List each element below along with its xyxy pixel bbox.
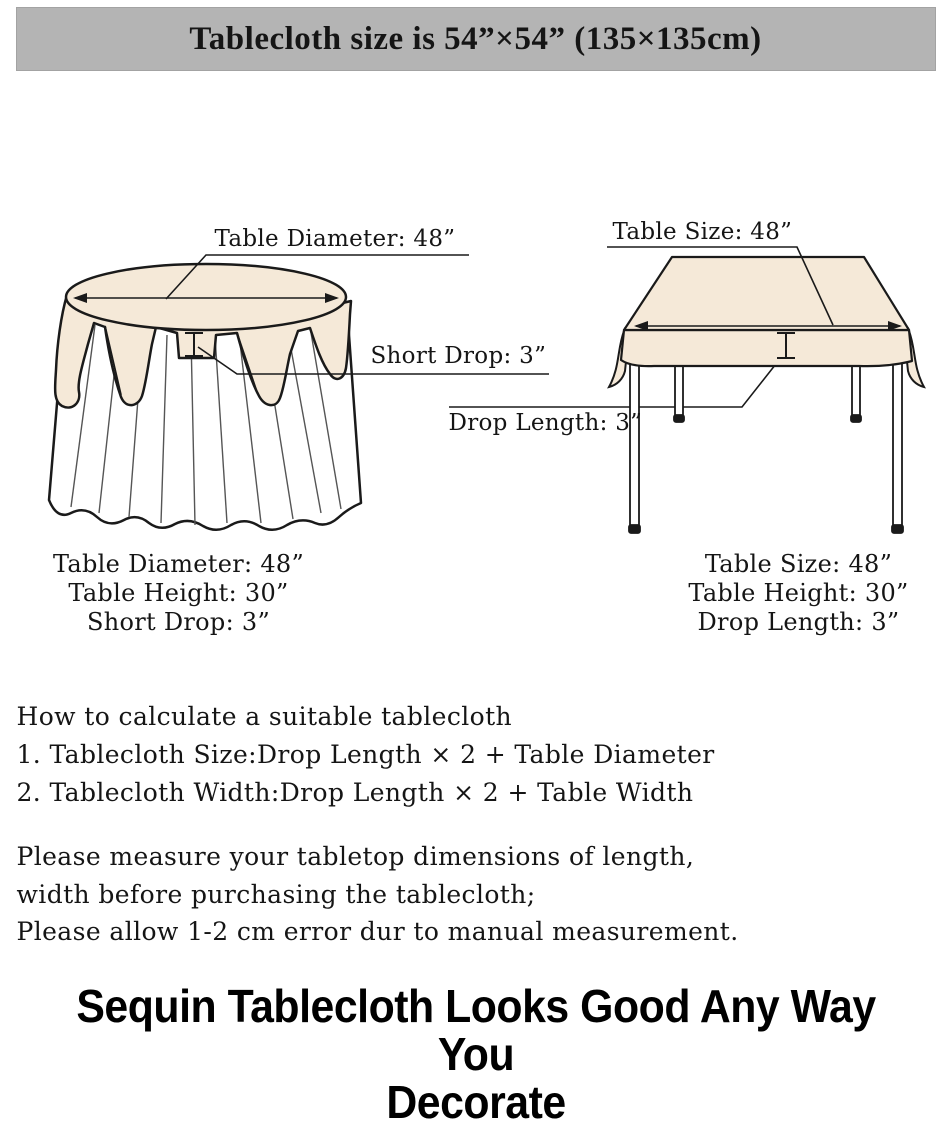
round-table-diagram	[49, 255, 549, 530]
tablecloth-diagrams	[9, 195, 943, 547]
caption-line: Short Drop: 3”	[24, 608, 334, 637]
note-line-3: Please allow 1-2 cm error dur to manual measurement.	[17, 917, 739, 946]
rect-cloth-front-drop	[621, 330, 912, 366]
caption-line: Table Height: 30”	[24, 579, 334, 608]
rect-table-caption	[644, 550, 951, 637]
caption-line: Drop Length: 3”	[644, 608, 951, 637]
round-table-caption	[24, 550, 334, 637]
short-drop-label: Short Drop: 3”	[371, 343, 547, 369]
how-to-title: How to calculate a suitable tablecloth	[17, 702, 513, 731]
footer-slogan-line-2: Decorate	[41, 1078, 910, 1126]
note-line-2: width before purchasing the tablecloth;	[17, 880, 536, 909]
rect-table-top	[624, 257, 909, 330]
caption-line: Table Height: 30”	[644, 579, 951, 608]
table-size-label: Table Size: 48”	[613, 219, 793, 245]
how-to-rule-1: 1. Tablecloth Size:Drop Length × 2 + Table Diameter	[17, 740, 715, 769]
product-info-page	[9, 0, 943, 1078]
drop-length-label: Drop Length: 3”	[449, 410, 643, 436]
round-table-top	[66, 264, 346, 330]
table-legs	[629, 363, 903, 533]
caption-line: Table Diameter: 48”	[24, 550, 334, 579]
how-to-rule-2: 2. Tablecloth Width:Drop Length × 2 + Table Width	[17, 778, 694, 807]
table-diameter-label: Table Diameter: 48”	[215, 226, 456, 252]
note-line-1: Please measure your tabletop dimensions of length,	[17, 842, 695, 871]
page-title: Tablecloth size is 54”×54” (135×135cm)	[189, 21, 761, 58]
caption-line: Table Size: 48”	[644, 550, 951, 579]
rect-table-diagram	[449, 247, 924, 533]
header-banner	[16, 7, 936, 71]
footer-slogan	[41, 982, 910, 1126]
footer-slogan-line-1: Sequin Tablecloth Looks Good Any Way You	[41, 982, 910, 1078]
